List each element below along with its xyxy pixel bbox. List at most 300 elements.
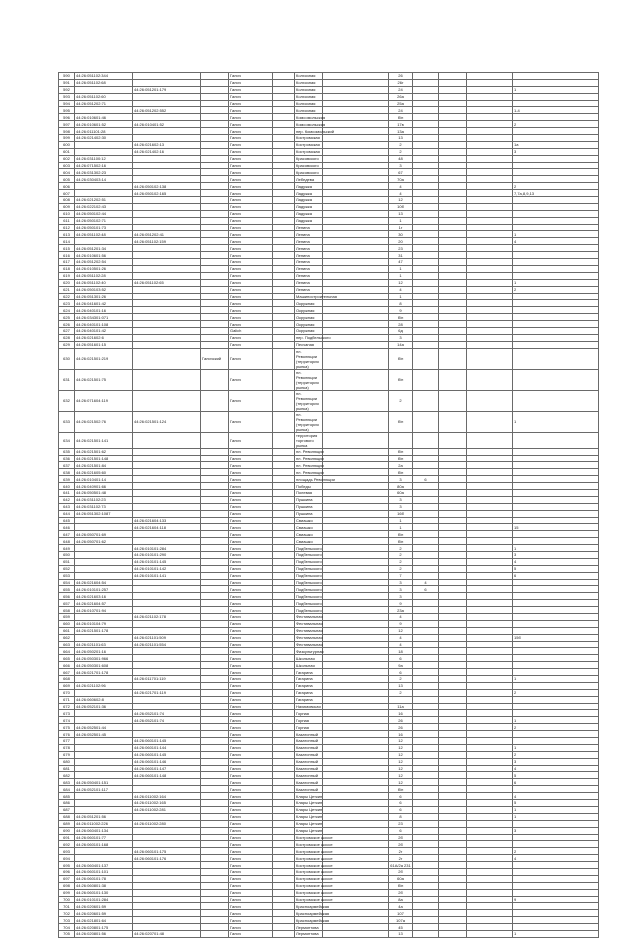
city-cell: Галич <box>229 483 273 490</box>
district-cell <box>201 183 229 190</box>
blank-a-cell <box>273 744 295 751</box>
district-cell <box>201 903 229 910</box>
building-cadastral-number-cell: 44:26:051102:65 <box>133 279 201 286</box>
cadastral-number-cell <box>75 190 133 197</box>
street-cell: Казатонный <box>295 731 323 738</box>
house-number-cell: 23 <box>389 820 413 827</box>
city-cell: Галич <box>229 314 273 321</box>
cadastral-number-cell <box>75 86 133 93</box>
cadastral-number-cell: 44:26:050102:71 <box>75 217 133 224</box>
table-row <box>59 682 599 689</box>
row-number-cell: 604 <box>59 169 75 176</box>
building-cell <box>413 390 439 411</box>
table-row <box>59 462 599 469</box>
table-row <box>59 238 599 245</box>
blank-a-cell <box>273 483 295 490</box>
building-cell <box>413 210 439 217</box>
blank-b-cell <box>323 744 389 751</box>
cadastral-number-cell <box>75 793 133 800</box>
blank-a-cell <box>273 848 295 855</box>
blank-b-cell <box>323 903 389 910</box>
street-cell: Свиашко <box>295 531 323 538</box>
building-cadastral-number-cell: 44:26:021101:509 <box>133 634 201 641</box>
city-cell: Галич <box>229 510 273 517</box>
building-cell <box>413 820 439 827</box>
street-cell: Клары Цеткин <box>296 793 323 799</box>
blank-a-cell <box>273 496 295 503</box>
blank-c-cell <box>467 924 513 931</box>
building-cadastral-number-cell <box>133 286 201 293</box>
row-number-cell: 596 <box>59 114 75 121</box>
house-number-cell: 6 <box>389 793 413 800</box>
room-cell <box>439 432 467 448</box>
room-cell <box>439 841 467 848</box>
room-cell <box>439 314 467 321</box>
blank-a-cell <box>273 820 295 827</box>
table-row <box>59 265 599 272</box>
row-number-cell: 686 <box>59 800 75 807</box>
district-cell <box>201 107 229 114</box>
cadastral-number-cell: 44:26:051601:15 <box>75 341 133 348</box>
cadastral-number-cell: 44:26:021701:178 <box>75 669 133 676</box>
city-cell: Галич <box>229 786 273 793</box>
blank-c-cell <box>467 148 513 155</box>
row-number-cell: 688 <box>59 813 75 820</box>
district-cell <box>201 648 229 655</box>
blank-b-cell <box>323 910 389 917</box>
blank-b-cell <box>323 641 389 648</box>
table-row <box>59 411 599 432</box>
blank-b-cell <box>323 135 389 142</box>
building-cell <box>413 279 439 286</box>
table-row <box>59 121 599 128</box>
table-row <box>59 73 599 80</box>
cadastral-number-cell: 44:26:050101:73 <box>75 224 133 231</box>
district-cell <box>201 496 229 503</box>
street-cell: Ленина <box>295 245 323 252</box>
blank-c-cell <box>467 772 513 779</box>
blank-c-cell <box>467 252 513 259</box>
blank-b-cell <box>323 779 389 786</box>
building-cadastral-number-cell <box>133 620 201 627</box>
room-cell <box>439 538 467 545</box>
building-cadastral-number-cell: 44:26:021501:124 <box>133 411 201 432</box>
blank-b-cell <box>323 279 389 286</box>
building-cadastral-number-cell <box>133 593 201 600</box>
city-cell: Галич <box>229 903 273 910</box>
building-cadastral-number-cell <box>133 510 201 517</box>
street-cell: Колхозная <box>295 107 323 114</box>
building-cell <box>413 710 439 717</box>
street-cell: Колхозная <box>295 100 323 107</box>
blank-c-cell <box>467 517 513 524</box>
row-number-cell: 675 <box>59 724 75 731</box>
district-cell <box>201 703 229 710</box>
apartments-cell <box>513 868 599 875</box>
district-cell <box>201 259 229 266</box>
building-cadastral-number-cell <box>133 300 201 307</box>
district-cell <box>201 252 229 259</box>
cadastral-number-cell <box>75 517 133 524</box>
blank-a-cell <box>273 348 295 369</box>
house-number-cell: 1 <box>389 293 413 300</box>
district-cell <box>201 779 229 786</box>
building-cadastral-number-cell <box>133 321 201 328</box>
blank-c-cell <box>467 862 513 869</box>
cadastral-number-cell: 44:26:050301:966 <box>75 655 133 662</box>
table-row <box>59 114 599 121</box>
city-cell: Галич <box>229 462 273 469</box>
cadastral-number-cell: 44:26:031302:23 <box>75 169 133 176</box>
blank-c-cell <box>467 834 513 841</box>
blank-a-cell <box>273 924 295 931</box>
street-cell: Ленина <box>295 279 323 286</box>
blank-c-cell <box>467 135 513 142</box>
row-number-cell: 647 <box>59 531 75 538</box>
city-cell: Galich <box>229 327 273 334</box>
row-number-cell: 660 <box>59 620 75 627</box>
cadastral-number-cell: 44:26:060401:137 <box>75 862 133 869</box>
city-cell: Галич <box>229 586 273 593</box>
city-cell: Галич <box>229 169 273 176</box>
blank-a-cell <box>273 724 295 731</box>
table-row <box>59 806 599 813</box>
building-cadastral-number-cell <box>133 176 201 183</box>
city-cell: Галич <box>229 800 273 807</box>
cadastral-number-cell <box>75 558 133 565</box>
apartments-cell: 1-4 <box>513 107 599 114</box>
city-cell: Галич <box>229 738 273 745</box>
blank-c-cell <box>467 903 513 910</box>
table-row <box>59 786 599 793</box>
blank-b-cell <box>323 551 389 558</box>
blank-b-cell <box>323 321 389 328</box>
blank-b-cell <box>323 155 389 162</box>
apartments-cell <box>513 327 599 334</box>
apartments-cell <box>513 455 599 462</box>
blank-c-cell <box>467 141 513 148</box>
blank-c-cell <box>467 238 513 245</box>
table-row <box>59 476 599 483</box>
cadastral-number-cell: 44:26:060101:168 <box>75 841 133 848</box>
table-row <box>59 724 599 731</box>
district-cell <box>201 565 229 572</box>
building-cadastral-number-cell <box>133 259 201 266</box>
street-cell: Фестивальная <box>296 614 323 620</box>
blank-a-cell <box>273 148 295 155</box>
street-cell: Костромская <box>295 135 323 142</box>
cadastral-number-cell: 44:26:021502:76 <box>75 411 133 432</box>
cadastral-number-cell: 44:26:031100:12 <box>75 155 133 162</box>
table-row <box>59 100 599 107</box>
house-number-cell: 23а <box>389 607 413 614</box>
apartments-cell <box>513 731 599 738</box>
cadastral-number-cell: 44:26:022102:43 <box>75 203 133 210</box>
apartments-cell: 2 <box>513 689 599 696</box>
table-row <box>59 259 599 266</box>
city-cell: Галич <box>229 930 273 937</box>
apartments-cell <box>513 210 599 217</box>
blank-a-cell <box>273 86 295 93</box>
apartments-cell <box>513 655 599 662</box>
apartments-cell <box>513 703 599 710</box>
blank-c-cell <box>467 676 513 683</box>
apartments-cell: 6 <box>513 572 599 579</box>
table-row <box>59 772 599 779</box>
cadastral-number-cell <box>75 772 133 779</box>
blank-b-cell <box>323 655 389 662</box>
house-number-cell: 23 <box>389 245 413 252</box>
row-number-cell: 599 <box>59 135 75 142</box>
blank-c-cell <box>467 703 513 710</box>
blank-a-cell <box>273 121 295 128</box>
city-cell: Галич <box>229 565 273 572</box>
table-row <box>59 696 599 703</box>
blank-b-cell <box>323 517 389 524</box>
building-cell <box>413 517 439 524</box>
street-cell: Красноармейская <box>296 917 330 923</box>
street-cell: Красноармейская <box>296 903 330 909</box>
blank-b-cell <box>323 469 389 476</box>
apartments-cell <box>513 641 599 648</box>
street-cell: Пушкина <box>295 510 323 517</box>
blank-b-cell <box>323 682 389 689</box>
row-number-cell: 609 <box>59 203 75 210</box>
blank-c-cell <box>467 910 513 917</box>
district-cell <box>201 469 229 476</box>
building-cadastral-number-cell <box>133 155 201 162</box>
city-cell: Галич <box>229 476 273 483</box>
blank-b-cell <box>323 162 389 169</box>
building-cadastral-number-cell <box>133 669 201 676</box>
table-row <box>59 469 599 476</box>
blank-c-cell <box>467 496 513 503</box>
building-cell <box>413 607 439 614</box>
row-number-cell: 678 <box>59 744 75 751</box>
apartments-cell <box>513 300 599 307</box>
room-cell <box>439 572 467 579</box>
building-cadastral-number-cell <box>133 917 201 924</box>
building-cell <box>413 107 439 114</box>
district-cell <box>201 524 229 531</box>
district-cell <box>201 114 229 121</box>
cadastral-number-cell: 44:26:060101:78 <box>75 875 133 882</box>
apartments-cell: 1 <box>513 813 599 820</box>
blank-a-cell <box>273 765 295 772</box>
cadastral-number-cell: 44:26:050103:52 <box>75 286 133 293</box>
house-number-cell: 12 <box>389 765 413 772</box>
blank-b-cell <box>323 703 389 710</box>
room-cell <box>439 176 467 183</box>
district-cell <box>201 607 229 614</box>
table-row <box>59 107 599 114</box>
building-cell <box>413 875 439 882</box>
apartments-cell <box>513 155 599 162</box>
blank-a-cell <box>273 369 295 390</box>
city-cell: Галич <box>229 531 273 538</box>
building-cadastral-number-cell <box>133 455 201 462</box>
street-cell: Окружная <box>295 307 323 314</box>
building-cadastral-number-cell: 44:26:011002:281 <box>133 806 201 813</box>
apartments-cell: 1 <box>513 717 599 724</box>
room-cell <box>439 565 467 572</box>
apartments-cell <box>513 272 599 279</box>
blank-a-cell <box>273 841 295 848</box>
city-cell: Галич <box>229 896 273 903</box>
district-cell <box>201 744 229 751</box>
building-cell <box>413 779 439 786</box>
cadastral-number-cell <box>75 238 133 245</box>
row-number-cell: 636 <box>59 455 75 462</box>
street-cell: Казатонный <box>295 772 323 779</box>
building-cadastral-number-cell <box>133 924 201 931</box>
table-row <box>59 341 599 348</box>
blank-b-cell <box>323 662 389 669</box>
row-number-cell: 639 <box>59 476 75 483</box>
house-number-cell: 2б <box>389 868 413 875</box>
building-cell <box>413 696 439 703</box>
building-cadastral-number-cell <box>133 462 201 469</box>
building-cadastral-number-cell <box>133 875 201 882</box>
blank-a-cell <box>273 710 295 717</box>
room-cell <box>439 307 467 314</box>
row-number-cell: 701 <box>59 903 75 910</box>
district-cell <box>201 162 229 169</box>
cadastral-number-cell: 44:26:052501:45 <box>75 731 133 738</box>
street-cell: Физкультурная <box>296 648 324 654</box>
house-number-cell: 30 <box>389 231 413 238</box>
row-number-cell: 640 <box>59 483 75 490</box>
table-row <box>59 586 599 593</box>
cadastral-number-cell: 44:26:021801:64 <box>75 917 133 924</box>
district-cell <box>201 79 229 86</box>
blank-c-cell <box>467 551 513 558</box>
apartments-cell <box>513 517 599 524</box>
blank-a-cell <box>273 510 295 517</box>
blank-a-cell <box>273 538 295 545</box>
blank-a-cell <box>273 141 295 148</box>
building-cadastral-number-cell: 44:26:021701:119 <box>133 689 201 696</box>
building-cadastral-number-cell <box>133 779 201 786</box>
blank-b-cell <box>323 462 389 469</box>
district-cell <box>201 141 229 148</box>
row-number-cell: 621 <box>59 286 75 293</box>
blank-a-cell <box>273 655 295 662</box>
street-cell: Школьная <box>295 655 323 662</box>
street-cell: Костромское шоссе <box>296 834 333 840</box>
blank-a-cell <box>273 203 295 210</box>
room-cell <box>439 689 467 696</box>
house-number-cell: 2 <box>389 148 413 155</box>
building-cadastral-number-cell <box>133 655 201 662</box>
house-number-cell: 6 <box>389 827 413 834</box>
blank-a-cell <box>273 868 295 875</box>
blank-c-cell <box>467 224 513 231</box>
apartments-cell <box>513 600 599 607</box>
cadastral-number-cell: 44:26:021605:60 <box>75 469 133 476</box>
room-cell <box>439 203 467 210</box>
blank-b-cell <box>323 369 389 390</box>
building-cadastral-number-cell <box>133 314 201 321</box>
blank-c-cell <box>467 848 513 855</box>
room-cell <box>439 669 467 676</box>
blank-a-cell <box>273 79 295 86</box>
row-number-cell: 635 <box>59 448 75 455</box>
table-row <box>59 813 599 820</box>
apartments-cell <box>513 448 599 455</box>
building-cell <box>413 758 439 765</box>
blank-b-cell <box>323 806 389 813</box>
building-cadastral-number-cell <box>133 197 201 204</box>
blank-b-cell <box>323 190 389 197</box>
table-row <box>59 517 599 524</box>
building-cadastral-number-cell: 44:26:010101:142 <box>133 565 201 572</box>
table-row <box>59 245 599 252</box>
blank-a-cell <box>273 917 295 924</box>
apartments-cell <box>513 334 599 341</box>
city-cell: Галич <box>229 848 273 855</box>
building-cadastral-number-cell: 44:26:011701:119 <box>133 676 201 683</box>
table-row <box>59 924 599 931</box>
apartments-cell: 1 <box>513 676 599 683</box>
street-cell: Гагарина <box>295 696 323 703</box>
building-cadastral-number-cell: 44:26:051102:159 <box>133 238 201 245</box>
table-row <box>59 889 599 896</box>
blank-c-cell <box>467 889 513 896</box>
table-row <box>59 210 599 217</box>
table-row <box>59 848 599 855</box>
building-cadastral-number-cell: 44:26:060101:148 <box>133 772 201 779</box>
apartments-cell <box>513 369 599 390</box>
building-cadastral-number-cell: 44:26:052101:74 <box>133 717 201 724</box>
table-row <box>59 86 599 93</box>
house-number-cell: 107а <box>389 917 413 924</box>
city-cell: Галич <box>229 779 273 786</box>
building-cell <box>413 321 439 328</box>
blank-c-cell <box>467 786 513 793</box>
blank-b-cell <box>323 307 389 314</box>
blank-a-cell <box>273 813 295 820</box>
district-cell <box>201 800 229 807</box>
apartments-cell: 4 <box>513 558 599 565</box>
apartments-cell <box>513 648 599 655</box>
city-cell: Галич <box>229 79 273 86</box>
cadastral-number-cell <box>75 806 133 813</box>
blank-a-cell <box>273 786 295 793</box>
district-cell <box>201 758 229 765</box>
room-cell <box>439 272 467 279</box>
blank-a-cell <box>273 217 295 224</box>
building-cadastral-number-cell: 44:26:021604:118 <box>133 524 201 531</box>
room-cell <box>439 369 467 390</box>
cadastral-number-cell: 44:26:021501:62 <box>75 448 133 455</box>
table-row <box>59 128 599 135</box>
building-cell <box>413 93 439 100</box>
district-cell <box>201 579 229 586</box>
street-cell: Колхозная <box>295 86 323 93</box>
blank-c-cell <box>467 86 513 93</box>
city-cell: Галич <box>229 279 273 286</box>
row-number-cell: 617 <box>59 259 75 266</box>
street-cell: Горная <box>295 724 323 731</box>
blank-c-cell <box>467 738 513 745</box>
blank-b-cell <box>323 176 389 183</box>
district-cell <box>201 731 229 738</box>
building-cell <box>413 432 439 448</box>
room-cell <box>439 155 467 162</box>
district-cell <box>201 483 229 490</box>
building-cadastral-number-cell <box>133 627 201 634</box>
